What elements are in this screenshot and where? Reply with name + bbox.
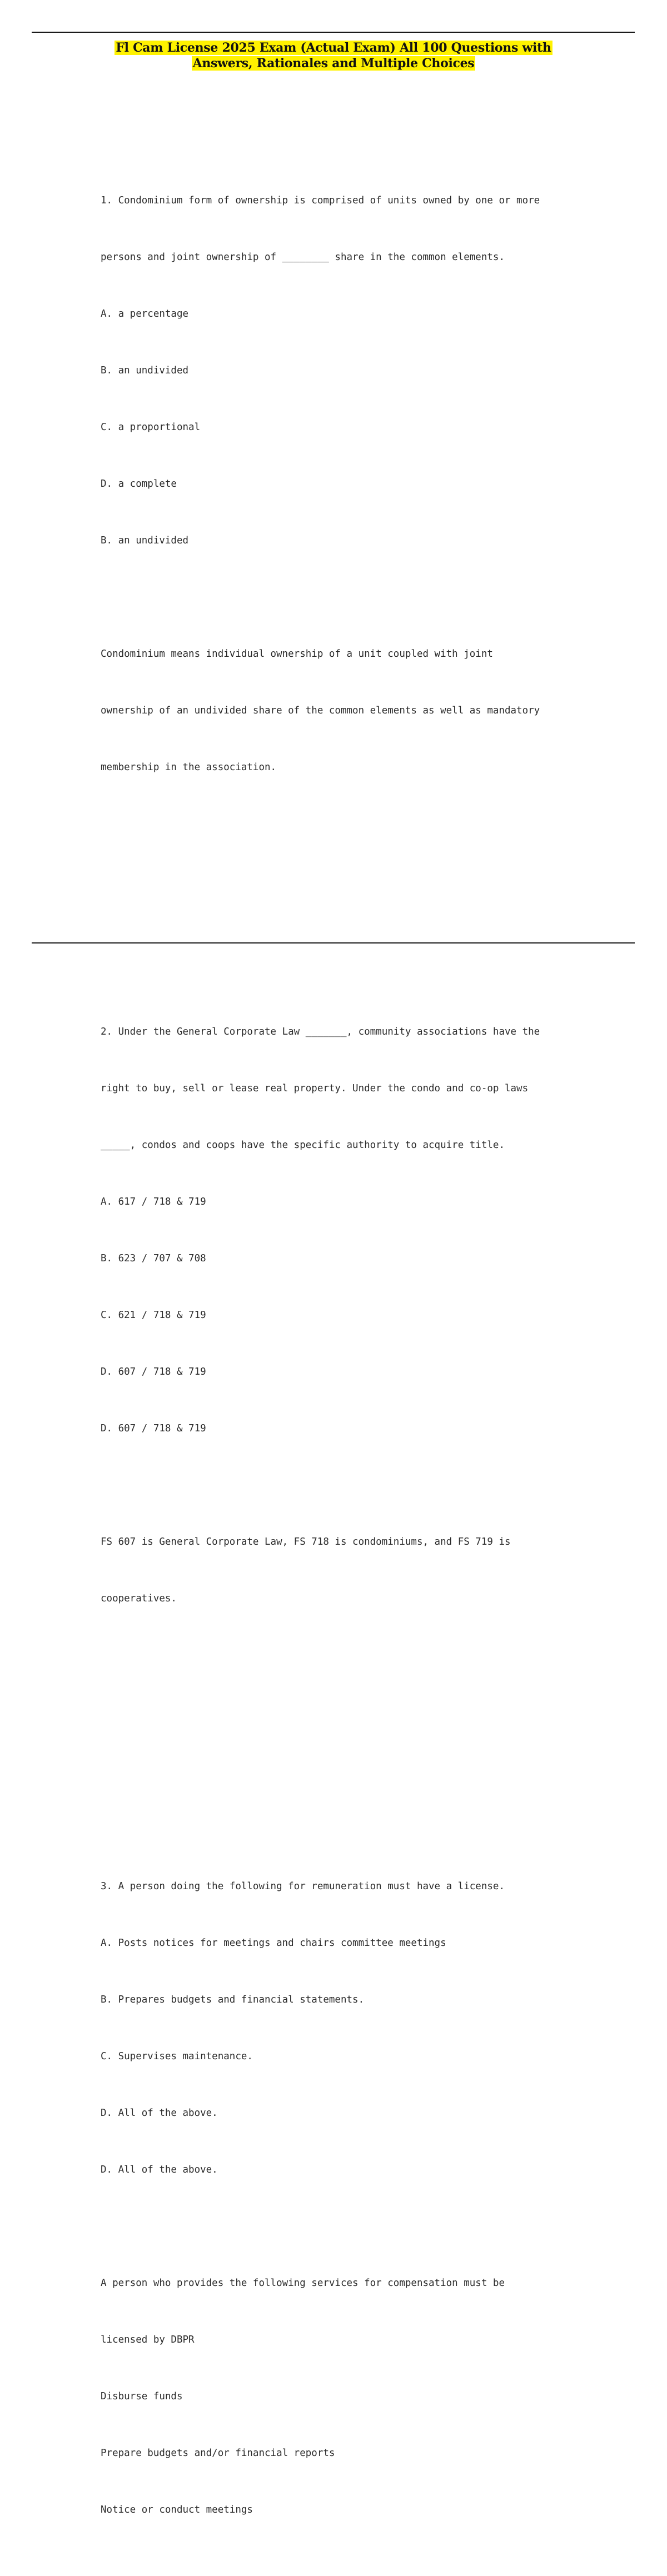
rationale-line: cooperatives.	[101, 1593, 177, 1604]
answer-option-c: C. 621 / 718 & 719	[101, 1310, 206, 1321]
answer-option-b: B. Prepares budgets and financial statements.	[101, 1994, 365, 2005]
title-line-2: Answers, Rationales and Multiple Choices	[192, 56, 475, 71]
document-body	[101, 78, 601, 2576]
correct-answer: D. All of the above.	[101, 2164, 218, 2175]
question-3	[101, 1839, 601, 2557]
answer-option-d: D. a complete	[101, 478, 177, 490]
rationale-line: licensed by DBPR	[101, 2334, 195, 2345]
rationale-line: Disburse funds	[101, 2391, 183, 2402]
rationale-line: Prepare budgets and/or financial reports	[101, 2448, 335, 2459]
answer-option-d: D. 607 / 718 & 719	[101, 1366, 206, 1377]
correct-answer: B. an undivided	[101, 535, 189, 546]
rationale-line: ownership of an undivided share of the common elements as well as mandatory	[101, 705, 540, 716]
rationale-line: Condominium means individual ownership of a unit coupled with joint	[101, 648, 493, 660]
question-stem-line: persons and joint ownership of ________ share in the common elements.	[101, 252, 505, 263]
answer-option-c: C. a proportional	[101, 422, 201, 433]
rationale-line: membership in the association.	[101, 762, 277, 773]
answer-option-b: B. an undivided	[101, 365, 189, 376]
title-line-1: Fl Cam License 2025 Exam (Actual Exam) All 100 Questions with	[116, 41, 551, 55]
question-stem-line: right to buy, sell or lease real property. Under the condo and co-op laws	[101, 1083, 529, 1094]
correct-answer: D. 607 / 718 & 719	[101, 1423, 206, 1434]
question-stem-line: 3. A person doing the following for remuneration must have a license.	[101, 1881, 505, 1892]
top-rule	[32, 32, 635, 33]
answer-option-a: A. Posts notices for meetings and chairs committee meetings	[101, 1938, 446, 1949]
answer-option-c: C. Supervises maintenance.	[101, 2051, 253, 2062]
answer-option-a: A. 617 / 718 & 719	[101, 1196, 206, 1207]
question-1	[101, 153, 601, 815]
rationale-line: A person who provides the following services for compensation must be	[101, 2278, 505, 2289]
question-stem-line: 1. Condominium form of ownership is comprised of units owned by one or more	[101, 195, 540, 206]
answer-option-d: D. All of the above.	[101, 2108, 218, 2119]
rationale-line: FS 607 is General Corporate Law, FS 718 is condominiums, and FS 719 is	[101, 1536, 511, 1547]
question-2	[101, 985, 601, 1646]
document-title	[0, 40, 667, 71]
question-stem-line: 2. Under the General Corporate Law _______, community associations have the	[101, 1026, 540, 1037]
answer-option-b: B. 623 / 707 & 708	[101, 1253, 206, 1264]
answer-option-a: A. a percentage	[101, 308, 189, 319]
rationale-line: Notice or conduct meetings	[101, 2504, 253, 2515]
bottom-rule	[32, 942, 635, 943]
question-stem-line: _____, condos and coops have the specific authority to acquire title.	[101, 1140, 505, 1151]
